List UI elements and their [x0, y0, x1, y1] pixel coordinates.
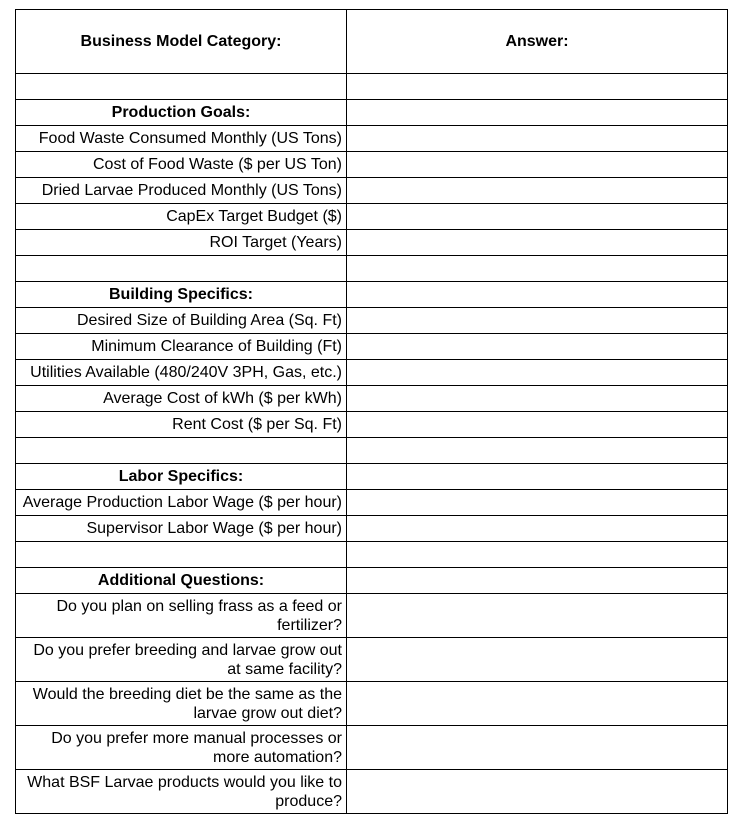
- question-row: [16, 682, 728, 726]
- header-row: [16, 10, 728, 74]
- spacer-row: [16, 256, 728, 282]
- answer-cell[interactable]: [347, 360, 728, 386]
- question-label: Would the breeding diet be the same as the larvae grow out diet?: [16, 682, 347, 726]
- question-row: [16, 230, 728, 256]
- spacer-row: [16, 438, 728, 464]
- question-row: [16, 152, 728, 178]
- question-label: CapEx Target Budget ($): [16, 204, 347, 230]
- answer-cell[interactable]: [347, 490, 728, 516]
- question-row: [16, 386, 728, 412]
- section-row-additional: [16, 568, 728, 594]
- answer-cell[interactable]: [347, 256, 728, 282]
- spacer-cell: [16, 438, 347, 464]
- answer-cell[interactable]: [347, 282, 728, 308]
- question-label: Average Production Labor Wage ($ per hour): [16, 490, 347, 516]
- answer-cell[interactable]: [347, 770, 728, 814]
- section-title-additional: Additional Questions:: [16, 568, 347, 594]
- answer-cell[interactable]: [347, 594, 728, 638]
- answer-cell[interactable]: [347, 638, 728, 682]
- answer-cell[interactable]: [347, 308, 728, 334]
- question-label: Rent Cost ($ per Sq. Ft): [16, 412, 347, 438]
- question-label: Do you plan on selling frass as a feed or fertilizer?: [16, 594, 347, 638]
- answer-cell[interactable]: [347, 464, 728, 490]
- answer-cell[interactable]: [347, 126, 728, 152]
- answer-cell[interactable]: [347, 74, 728, 100]
- question-label: Utilities Available (480/240V 3PH, Gas, etc.): [16, 360, 347, 386]
- answer-cell[interactable]: [347, 682, 728, 726]
- answer-cell[interactable]: [347, 568, 728, 594]
- question-row: [16, 178, 728, 204]
- question-label: Average Cost of kWh ($ per kWh): [16, 386, 347, 412]
- answer-cell[interactable]: [347, 152, 728, 178]
- section-row-production: [16, 100, 728, 126]
- question-row: [16, 516, 728, 542]
- spacer-cell: [16, 256, 347, 282]
- section-title-building: Building Specifics:: [16, 282, 347, 308]
- business-model-form-table: [15, 9, 728, 814]
- category-column-header: Business Model Category:: [16, 10, 347, 74]
- question-label: Supervisor Labor Wage ($ per hour): [16, 516, 347, 542]
- answer-cell[interactable]: [347, 230, 728, 256]
- spacer-cell: [16, 74, 347, 100]
- question-label: ROI Target (Years): [16, 230, 347, 256]
- answer-cell[interactable]: [347, 204, 728, 230]
- question-row: [16, 594, 728, 638]
- question-row: [16, 638, 728, 682]
- question-label: Desired Size of Building Area (Sq. Ft): [16, 308, 347, 334]
- question-row: [16, 334, 728, 360]
- question-row: [16, 308, 728, 334]
- spacer-row: [16, 74, 728, 100]
- answer-cell[interactable]: [347, 334, 728, 360]
- spacer-row: [16, 542, 728, 568]
- section-row-building: [16, 282, 728, 308]
- section-title-labor: Labor Specifics:: [16, 464, 347, 490]
- spacer-cell: [16, 542, 347, 568]
- answer-cell[interactable]: [347, 542, 728, 568]
- answer-cell[interactable]: [347, 100, 728, 126]
- question-row: [16, 726, 728, 770]
- answer-cell[interactable]: [347, 386, 728, 412]
- answer-cell[interactable]: [347, 412, 728, 438]
- question-row: [16, 126, 728, 152]
- question-row: [16, 360, 728, 386]
- question-row: [16, 204, 728, 230]
- question-row: [16, 412, 728, 438]
- question-label: Food Waste Consumed Monthly (US Tons): [16, 126, 347, 152]
- section-row-labor: [16, 464, 728, 490]
- question-label: Minimum Clearance of Building (Ft): [16, 334, 347, 360]
- question-label: Do you prefer more manual processes or more automation?: [16, 726, 347, 770]
- answer-cell[interactable]: [347, 726, 728, 770]
- answer-cell[interactable]: [347, 516, 728, 542]
- answer-cell[interactable]: [347, 438, 728, 464]
- question-row: [16, 490, 728, 516]
- section-title-production: Production Goals:: [16, 100, 347, 126]
- question-label: Cost of Food Waste ($ per US Ton): [16, 152, 347, 178]
- question-label: Dried Larvae Produced Monthly (US Tons): [16, 178, 347, 204]
- question-label: Do you prefer breeding and larvae grow out at same facility?: [16, 638, 347, 682]
- answer-column-header: Answer:: [347, 10, 728, 74]
- question-row: [16, 770, 728, 814]
- question-label: What BSF Larvae products would you like to produce?: [16, 770, 347, 814]
- answer-cell[interactable]: [347, 178, 728, 204]
